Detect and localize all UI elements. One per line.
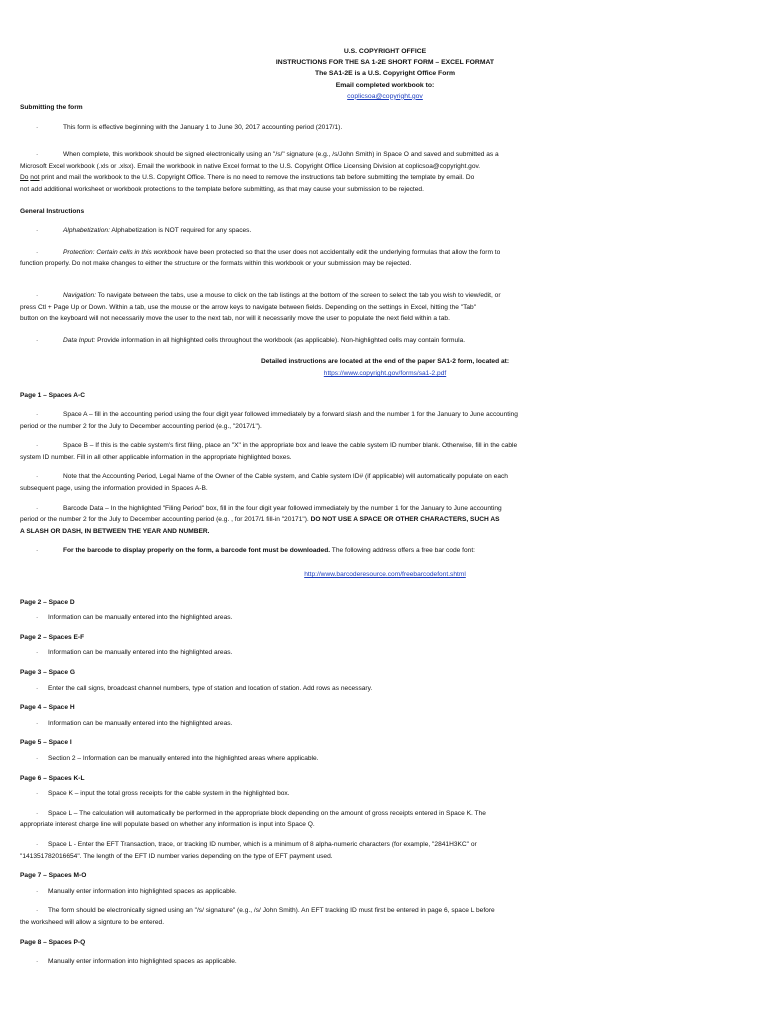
bullet-dot: · bbox=[36, 958, 39, 966]
page5-item: · Section 2 – Information can be manually entered into the highlighted areas where applicable. bbox=[20, 753, 750, 765]
page4-item: · Information can be manually entered into the highlighted areas. bbox=[20, 718, 750, 730]
general-data-input-item: · Data Input: Provide information in all highlighted cells throughout the workbook (as applicable). Non-highlighted cells may contain formula. bbox=[20, 335, 750, 347]
submitting-sign-item: · When complete, this workbook should be signed electronically using an "/s/" signature (e.g., /s/John Smith) in Space O and saved and submitted as a Microsoft Excel workbook (.xls or .xlsx). Email the workbook in native Excel format to the U.S. Copyright Office Licensing Division at coplicsoa@copyright.gov. Do not print and mail the workbook to the U.S. Copyright Office. There is no need to remove the instructions tab before submitting the template by email. Do not add additional worksheet or workbook protections to the template before submitting, as that may cause your submission to be rejected. bbox=[20, 151, 499, 193]
page6-space-l-item: · Space L – The calculation will automatically be performed in the appropriate block depending on the amount of gross receipts entered in Space K. The appropriate interest charge line will populate based on whether any information is input into Space Q. bbox=[20, 809, 486, 829]
page7-manual-item: · Manually enter information into highlighted spaces as applicable. bbox=[20, 886, 750, 898]
detailed-instructions-note: Detailed instructions are located at the end of the paper SA1-2 form, located at: bbox=[260, 358, 510, 366]
section-title-page7: Page 7 – Spaces M-O bbox=[20, 872, 87, 880]
instruction-page bbox=[20, 46, 750, 968]
barcode-font-link[interactable]: http://www.barcoderesource.com/freebarcodefont.shtml bbox=[304, 571, 466, 579]
page7-signature-item: · The form should be electronically signed using an "/s/ signature" (e.g., /s/ John Smith). An EFT tracking ID must first be entered in page 6, space L before the worksheed will allow a signture to be entered. bbox=[20, 907, 495, 926]
detailed-instructions-link[interactable]: https://www.copyright.gov/forms/sa1-2.pdf bbox=[323, 369, 447, 377]
header-line-office: U.S. COPYRIGHT OFFICE bbox=[343, 48, 427, 55]
page1-barcode-font-item: · For the barcode to display properly on the form, a barcode font must be downloaded. The following address offers a free bar code font: bbox=[20, 545, 750, 557]
bullet-dot: · bbox=[36, 754, 39, 762]
page3-item: · Enter the call signs, broadcast channel numbers, type of station and location of station. Add rows as necessary. bbox=[20, 683, 750, 695]
bullet-dot: · bbox=[36, 907, 39, 915]
page1-barcode-item: · Barcode Data – In the highlighted "Filing Period" box, fill in the four digit year followed immediately by the number 1 for the January to June accounting period or the number 2 for the July to December accounting period (e.g. , for 2017/1 fill-in "20171"). DO NOT USE A SPACE OR OTHER CHARACTERS, SUCH AS A SLASH OR DASH, IN BETWEEN THE YEAR AND NUMBER. bbox=[20, 504, 502, 535]
section-title-submitting: Submitting the form bbox=[20, 104, 83, 112]
section-title-page2-ef: Page 2 – Spaces E-F bbox=[20, 633, 85, 641]
bullet-dot: · bbox=[36, 291, 39, 299]
general-alphabetization-item: · Alphabetization: Alphabetization is NOT required for any spaces. bbox=[20, 225, 750, 237]
section-title-page3: Page 3 – Space G bbox=[20, 669, 75, 677]
section-title-page5: Page 5 – Space I bbox=[20, 739, 72, 747]
header-line-form: The SA1-2E is a U.S. Copyright Office Form bbox=[314, 70, 456, 78]
bullet-dot: · bbox=[36, 411, 39, 419]
bullet-dot: · bbox=[36, 684, 39, 692]
section-title-page1: Page 1 – Spaces A-C bbox=[20, 391, 85, 399]
page2-ef-item: · Information can be manually entered into the highlighted areas. bbox=[20, 647, 750, 659]
bullet-dot: · bbox=[36, 887, 39, 895]
page6-space-k-item: · Space K – input the total gross receipts for the cable system in the highlighted box. bbox=[20, 788, 750, 800]
bullet-dot: · bbox=[36, 336, 39, 344]
header-line-email-label: Email completed workbook to: bbox=[335, 81, 435, 89]
page2-d-item: · Information can be manually entered into the highlighted areas. bbox=[20, 612, 750, 624]
section-title-general: General Instructions bbox=[20, 207, 85, 215]
page6-eft-item: · Space L - Enter the EFT Transaction, trace, or tracking ID number, which is a minimum of 8 alpha-numeric characters (for example, "2841H3KC" or "141351782016654". The length of the EFT ID number varies depending on the type of EFT payment used. bbox=[20, 840, 477, 860]
bullet-dot: · bbox=[36, 840, 39, 848]
header-line-title: INSTRUCTIONS FOR THE SA 1-2E SHORT FORM – EXCEL FORMAT bbox=[275, 59, 495, 67]
bullet-dot: · bbox=[36, 547, 39, 555]
page8-item: · Manually enter information into highlighted spaces as applicable. bbox=[20, 956, 750, 968]
bullet-dot: · bbox=[36, 809, 39, 817]
bullet-dot: · bbox=[36, 442, 39, 450]
bullet-dot: · bbox=[36, 473, 39, 481]
submitting-effective-item: · This form is effective beginning with the January 1 to June 30, 2017 accounting period (2017/1). bbox=[20, 122, 750, 134]
section-title-page6: Page 6 – Spaces K-L bbox=[20, 774, 85, 782]
section-title-page8: Page 8 – Spaces P-Q bbox=[20, 938, 86, 946]
header-email-link[interactable]: coplicsoa@copyright.gov bbox=[347, 92, 423, 100]
bullet-dot: · bbox=[36, 719, 39, 727]
page1-space-b-item: · Space B – If this is the cable system's first filing, place an "X" in the appropriate box and leave the cable system ID number blank. Otherwise, fill in the cable system ID number. Fill in all other applicable information in the appropriate highlighted boxes. bbox=[20, 442, 518, 461]
document-header bbox=[20, 46, 750, 102]
general-protection-item: · Protection: Certain cells in this workbook have been protected so that the user does not accidentally edit the underlying formulas that allow the form to function properly. Do not make changes to either the structure or the formats within this workbook or your submission may be rejected. bbox=[20, 248, 501, 268]
bullet-dot: · bbox=[36, 123, 39, 131]
page1-space-a-item: · Space A – fill in the accounting period using the four digit year followed immediately by a forward slash and the number 1 for the January to June accounting period or the number 2 for the July to December accounting period (e.g., "2017/1"). bbox=[20, 411, 518, 430]
bullet-dot: · bbox=[36, 614, 39, 622]
page1-autopopulate-note: · Note that the Accounting Period, Legal Name of the Owner of the Cable system, and Cable system ID# (if applicable) will automatically populate on each subsequent page, using the information provided in Spaces A-B. bbox=[20, 473, 508, 493]
bullet-dot: · bbox=[36, 248, 39, 256]
bullet-dot: · bbox=[36, 151, 39, 159]
bullet-dot: · bbox=[36, 649, 39, 657]
bullet-dot: · bbox=[36, 504, 39, 512]
bullet-dot: · bbox=[36, 790, 39, 798]
general-navigation-item: · Navigation: To navigate between the tabs, use a mouse to click on the tab listings at the bottom of the screen to select the tab you wish to view/edit, or press Ctl + Page Up or Down. Within a tab, use the mouse or the arrow keys to navigate between fields. Depending on the settings in Excel, hitting the "Tab" button on the keyboard will not necessarily move the user to the next tab, nor will it necessarily move the user to populate the next field within a tab. bbox=[20, 291, 501, 323]
bullet-dot: · bbox=[36, 227, 39, 235]
section-title-page4: Page 4 – Space H bbox=[20, 704, 75, 712]
section-title-page2-d: Page 2 – Space D bbox=[20, 598, 75, 606]
